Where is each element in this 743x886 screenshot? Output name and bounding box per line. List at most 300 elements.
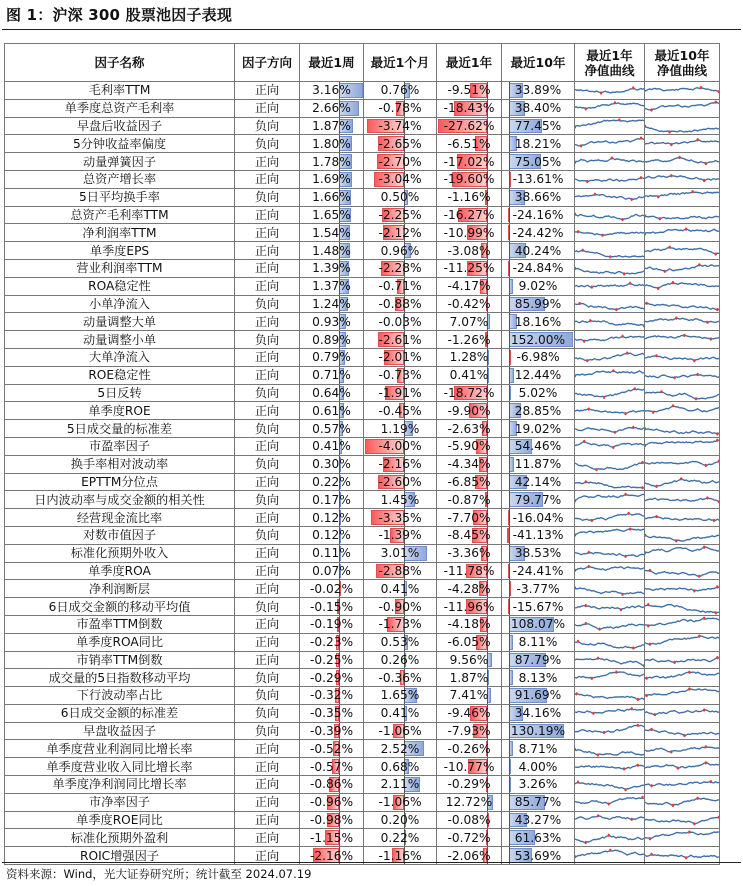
table-row <box>5 687 720 705</box>
factor-direction: 负向 <box>235 188 300 206</box>
nav-line <box>645 283 719 289</box>
return-value: 12.44% <box>514 368 562 383</box>
factor-direction: 负向 <box>235 455 300 473</box>
return-cell-y10 <box>502 277 575 295</box>
nav-line <box>645 88 719 92</box>
nav-line <box>645 689 719 696</box>
return-cell-m1 <box>364 206 437 224</box>
return-value: 3.26% <box>518 777 558 792</box>
bar-axis <box>509 349 510 366</box>
return-cell-y10 <box>502 580 575 598</box>
bar-axis <box>509 776 510 793</box>
return-cell-y10 <box>502 384 575 402</box>
return-value: -0.72% <box>447 830 491 845</box>
return-cell-y10 <box>502 402 575 420</box>
bar-axis <box>509 794 510 811</box>
return-cell-m1 <box>364 242 437 260</box>
nav-extreme-marker <box>688 830 690 833</box>
return-cell-w1 <box>300 598 364 616</box>
table-row <box>5 420 720 438</box>
return-value: -2.12% <box>378 225 422 240</box>
return-cell-w1 <box>300 402 364 420</box>
nav-extreme-marker <box>601 233 603 236</box>
nav-extreme-marker <box>597 656 599 659</box>
return-cell-m1 <box>364 331 437 349</box>
bar-axis <box>509 527 510 544</box>
nav-extreme-marker <box>710 337 712 340</box>
nav-extreme-marker <box>597 753 599 756</box>
nav-curve-10y <box>645 420 720 438</box>
return-value: 0.41% <box>449 368 489 383</box>
nav-extreme-marker <box>716 439 718 442</box>
return-cell-m1 <box>364 295 437 313</box>
return-value: -0.15% <box>309 599 354 614</box>
bar-axis <box>509 402 510 419</box>
return-cell-y1 <box>437 740 502 758</box>
nav-extreme-marker <box>688 670 690 673</box>
return-cell-y1 <box>437 82 502 100</box>
nav-line <box>575 389 644 398</box>
nav-extreme-marker <box>672 404 674 407</box>
nav-curve-10y <box>645 348 720 366</box>
return-value: 1.87% <box>449 670 489 685</box>
nav-extreme-marker <box>703 546 705 549</box>
return-value: -0.87% <box>447 492 491 507</box>
nav-extreme-marker <box>624 493 626 496</box>
bar-axis <box>509 438 510 455</box>
return-cell-m1 <box>364 153 437 171</box>
return-cell-m1 <box>364 420 437 438</box>
nav-curve-1y <box>575 811 645 829</box>
nav-curve-10y <box>645 277 720 295</box>
return-cell-y10 <box>502 811 575 829</box>
return-cell-y10 <box>502 509 575 527</box>
nav-extreme-marker <box>650 728 652 731</box>
return-cell-y1 <box>437 224 502 242</box>
factor-name: 单季度EPS <box>5 242 235 260</box>
nav-extreme-marker <box>629 282 631 285</box>
return-value: -2.63% <box>447 421 491 436</box>
return-value: 19.02% <box>514 421 562 436</box>
factor-name: ROE稳定性 <box>5 366 235 384</box>
nav-curve-10y <box>645 99 720 117</box>
return-cell-w1 <box>300 758 364 776</box>
factor-name: 单季度总资产毛利率 <box>5 99 235 117</box>
factor-name: 标准化预期外收入 <box>5 544 235 562</box>
return-value: -4.28% <box>447 581 491 596</box>
nav-extreme-marker <box>620 608 622 611</box>
return-cell-w1 <box>300 544 364 562</box>
bar-axis <box>509 491 510 508</box>
nav-line <box>645 303 719 309</box>
nav-line <box>645 375 719 378</box>
nav-curve-10y <box>645 615 720 633</box>
nav-extreme-marker <box>641 486 643 489</box>
return-value: 9.02% <box>518 279 558 294</box>
nav-line <box>575 529 644 535</box>
factor-name: 单季度ROE <box>5 402 235 420</box>
return-cell-w1 <box>300 615 364 633</box>
header-last-month: 最近1个月 <box>364 44 437 82</box>
return-value: 61.63% <box>514 830 562 845</box>
nav-extreme-marker <box>645 676 647 679</box>
return-value: -6.85% <box>447 474 491 489</box>
return-cell-w1 <box>300 722 364 740</box>
factor-name: 日内波动率与成交金额的相关性 <box>5 491 235 509</box>
nav-extreme-marker <box>611 156 613 159</box>
nav-extreme-marker <box>626 352 628 355</box>
return-cell-y10 <box>502 313 575 331</box>
nav-extreme-marker <box>621 218 623 221</box>
return-cell-m1 <box>364 526 437 544</box>
return-value: -0.42% <box>447 296 491 311</box>
bar-axis <box>509 135 510 152</box>
nav-line <box>645 782 719 786</box>
factor-direction: 正向 <box>235 544 300 562</box>
nav-line <box>575 463 644 470</box>
return-value: 130.19% <box>510 724 566 739</box>
table-row <box>5 242 720 260</box>
nav-extreme-marker <box>685 227 687 230</box>
nav-extreme-marker <box>693 359 695 362</box>
return-cell-y1 <box>437 135 502 153</box>
return-value: -3.04% <box>378 172 422 187</box>
nav-line <box>645 536 719 542</box>
nav-extreme-marker <box>608 803 610 806</box>
nav-curve-10y <box>645 544 720 562</box>
nav-extreme-marker <box>583 440 585 443</box>
return-value: 33.89% <box>514 83 562 98</box>
header-nav-10y: 最近10年 净值曲线 <box>645 44 720 82</box>
bar-axis <box>509 758 510 775</box>
return-value: 1.48% <box>312 243 351 258</box>
return-value: -0.52% <box>309 741 354 756</box>
nav-extreme-marker <box>603 731 605 734</box>
nav-curve-10y <box>645 704 720 722</box>
return-cell-m1 <box>364 704 437 722</box>
table-row <box>5 544 720 562</box>
nav-line <box>575 214 644 219</box>
nav-curve-10y <box>645 562 720 580</box>
nav-line <box>575 588 644 594</box>
return-cell-w1 <box>300 455 364 473</box>
bar-axis <box>509 687 510 704</box>
return-value: -6.51% <box>447 136 491 151</box>
return-value: -0.29% <box>447 777 491 792</box>
table-header-row <box>5 44 720 82</box>
nav-curve-10y <box>645 82 720 100</box>
return-value: 1.37% <box>312 279 351 294</box>
nav-curve-1y <box>575 509 645 527</box>
table-row <box>5 224 720 242</box>
return-cell-w1 <box>300 99 364 117</box>
nav-extreme-marker <box>703 179 705 182</box>
return-cell-m1 <box>364 82 437 100</box>
return-value: -0.45% <box>378 403 422 418</box>
return-value: 87.79% <box>514 652 562 667</box>
return-value: -10.77% <box>443 759 495 774</box>
return-value: 1.65% <box>312 207 351 222</box>
nav-curve-1y <box>575 704 645 722</box>
return-value: -24.42% <box>512 225 564 240</box>
return-value: 1.24% <box>312 296 351 311</box>
nav-extreme-marker <box>621 592 623 595</box>
nav-curve-10y <box>645 811 720 829</box>
nav-curve-1y <box>575 206 645 224</box>
return-cell-y1 <box>437 170 502 188</box>
nav-line <box>645 392 719 399</box>
return-value: -18.72% <box>443 385 495 400</box>
nav-extreme-marker <box>598 628 600 631</box>
table-row <box>5 313 720 331</box>
nav-extreme-marker <box>615 308 617 311</box>
nav-extreme-marker <box>585 107 587 110</box>
factor-direction: 正向 <box>235 562 300 580</box>
return-cell-y10 <box>502 135 575 153</box>
nav-curve-10y <box>645 295 720 313</box>
return-value: -0.88% <box>378 296 422 311</box>
return-cell-w1 <box>300 117 364 135</box>
return-cell-m1 <box>364 402 437 420</box>
bar-axis <box>509 242 510 259</box>
nav-curve-10y <box>645 135 720 153</box>
table-row <box>5 206 720 224</box>
return-value: -0.57% <box>309 759 354 774</box>
return-value: -13.61% <box>512 172 564 187</box>
nav-line <box>575 672 644 678</box>
return-value: 0.41% <box>380 706 420 721</box>
factor-name: 动量弹簧因子 <box>5 153 235 171</box>
return-cell-y1 <box>437 793 502 811</box>
nav-extreme-marker <box>609 255 611 258</box>
header-direction: 因子方向 <box>235 44 300 82</box>
return-cell-y1 <box>437 704 502 722</box>
factor-direction: 正向 <box>235 153 300 171</box>
factor-direction: 负向 <box>235 384 300 402</box>
return-value: 1.39% <box>312 261 351 276</box>
return-cell-w1 <box>300 384 364 402</box>
return-cell-w1 <box>300 348 364 366</box>
nav-line <box>645 618 719 626</box>
nav-line <box>575 371 644 376</box>
factor-direction: 负向 <box>235 295 300 313</box>
nav-line <box>575 303 644 309</box>
nav-curve-1y <box>575 170 645 188</box>
nav-curve-10y <box>645 509 720 527</box>
return-value: 0.20% <box>380 813 420 828</box>
return-value: -2.88% <box>378 563 422 578</box>
return-value: -6.98% <box>516 350 560 365</box>
return-value: -2.60% <box>378 474 422 489</box>
return-cell-y1 <box>437 188 502 206</box>
nav-extreme-marker <box>645 302 647 305</box>
return-value: -3.77% <box>516 581 560 596</box>
factor-direction: 正向 <box>235 615 300 633</box>
nav-curve-1y <box>575 526 645 544</box>
nav-extreme-marker <box>696 373 698 376</box>
return-value: -3.35% <box>378 510 422 525</box>
return-value: -0.96% <box>309 795 354 810</box>
return-cell-y1 <box>437 687 502 705</box>
nav-extreme-marker <box>634 387 636 390</box>
nav-extreme-marker <box>675 316 677 319</box>
factor-name: 6日成交金额的移动平均值 <box>5 598 235 616</box>
table-row <box>5 598 720 616</box>
nav-extreme-marker <box>577 230 579 233</box>
nav-extreme-marker <box>585 622 587 625</box>
nav-extreme-marker <box>580 144 582 147</box>
return-cell-y1 <box>437 331 502 349</box>
bar-axis <box>509 278 510 295</box>
factor-direction: 正向 <box>235 348 300 366</box>
nav-extreme-marker <box>673 376 675 379</box>
nav-extreme-marker <box>624 412 626 415</box>
return-cell-w1 <box>300 135 364 153</box>
nav-extreme-marker <box>654 713 656 716</box>
nav-line <box>575 553 644 557</box>
factor-name: 经营现金流比率 <box>5 509 235 527</box>
return-cell-y1 <box>437 598 502 616</box>
nav-extreme-marker <box>585 480 587 483</box>
factor-name: 5日平均换手率 <box>5 188 235 206</box>
nav-extreme-marker <box>641 461 643 464</box>
nav-curve-1y <box>575 188 645 206</box>
nav-line <box>575 283 644 287</box>
table-row <box>5 188 720 206</box>
bar-axis <box>509 189 510 206</box>
nav-line <box>575 566 644 570</box>
nav-line <box>645 265 719 272</box>
nav-line <box>575 725 644 732</box>
nav-extreme-marker <box>652 410 654 413</box>
return-value: -0.90% <box>378 599 422 614</box>
return-value: 0.41% <box>312 439 351 454</box>
nav-extreme-marker <box>675 540 677 543</box>
return-cell-y10 <box>502 473 575 491</box>
return-cell-y10 <box>502 455 575 473</box>
return-cell-m1 <box>364 722 437 740</box>
nav-extreme-marker <box>715 101 717 104</box>
return-value: -0.29% <box>309 670 354 685</box>
nav-extreme-marker <box>575 569 576 572</box>
return-cell-m1 <box>364 491 437 509</box>
return-cell-m1 <box>364 580 437 598</box>
return-cell-w1 <box>300 82 364 100</box>
nav-curve-1y <box>575 153 645 171</box>
nav-curve-10y <box>645 402 720 420</box>
nav-curve-10y <box>645 651 720 669</box>
factor-direction: 正向 <box>235 437 300 455</box>
bar-axis <box>509 100 510 117</box>
nav-extreme-marker <box>624 555 626 558</box>
return-value: -2.01% <box>378 350 422 365</box>
return-value: -4.18% <box>447 617 491 632</box>
return-value: 0.22% <box>380 830 420 845</box>
nav-line <box>645 157 719 163</box>
nav-curve-10y <box>645 170 720 188</box>
return-cell-w1 <box>300 687 364 705</box>
factor-direction: 正向 <box>235 82 300 100</box>
factor-name: 对数市值因子 <box>5 526 235 544</box>
return-cell-y1 <box>437 99 502 117</box>
return-cell-w1 <box>300 704 364 722</box>
nav-extreme-marker <box>623 767 625 770</box>
bar-axis <box>509 385 510 402</box>
return-value: -0.73% <box>378 368 422 383</box>
nav-line <box>575 694 644 700</box>
return-cell-y10 <box>502 366 575 384</box>
nav-line <box>645 406 719 412</box>
table-row <box>5 829 720 847</box>
return-cell-y10 <box>502 82 575 100</box>
nav-extreme-marker <box>672 281 674 284</box>
nav-extreme-marker <box>650 109 652 112</box>
nav-extreme-marker <box>715 611 717 614</box>
return-cell-y1 <box>437 366 502 384</box>
nav-curve-1y <box>575 651 645 669</box>
return-value: -0.23% <box>309 635 354 650</box>
return-value: -0.35% <box>309 706 354 721</box>
return-cell-y10 <box>502 420 575 438</box>
return-cell-m1 <box>364 224 437 242</box>
return-cell-y1 <box>437 242 502 260</box>
return-value: 0.12% <box>312 528 351 543</box>
return-cell-y1 <box>437 669 502 687</box>
return-cell-w1 <box>300 776 364 794</box>
return-value: 1.45% <box>380 492 420 507</box>
return-value: 108.07% <box>510 617 566 632</box>
return-cell-y10 <box>502 99 575 117</box>
return-cell-y1 <box>437 117 502 135</box>
nav-extreme-marker <box>705 464 707 467</box>
factor-name: EPTTM分位点 <box>5 473 235 491</box>
return-cell-m1 <box>364 188 437 206</box>
return-value: -11.96% <box>443 599 495 614</box>
nav-extreme-marker <box>577 640 579 643</box>
factor-name: 大单净流入 <box>5 348 235 366</box>
nav-curve-10y <box>645 366 720 384</box>
nav-line <box>575 409 644 414</box>
return-value: -19.60% <box>443 172 495 187</box>
nav-extreme-marker <box>647 625 649 628</box>
nav-curve-1y <box>575 669 645 687</box>
nav-extreme-marker <box>583 339 585 342</box>
footer-divider <box>2 862 741 863</box>
bar-axis <box>509 82 510 99</box>
return-cell-y1 <box>437 615 502 633</box>
return-cell-w1 <box>300 206 364 224</box>
table-row <box>5 295 720 313</box>
nav-line <box>575 816 644 820</box>
bar-axis <box>509 652 510 669</box>
return-value: 0.22% <box>312 474 351 489</box>
return-cell-m1 <box>364 811 437 829</box>
factor-name: 市销率TTM倒数 <box>5 651 235 669</box>
return-cell-y10 <box>502 437 575 455</box>
return-value: -1.06% <box>378 724 422 739</box>
return-value: -24.41% <box>512 563 564 578</box>
return-value: -0.39% <box>309 724 354 739</box>
return-cell-m1 <box>364 615 437 633</box>
return-value: 2.11% <box>380 777 420 792</box>
return-cell-w1 <box>300 651 364 669</box>
return-value: 1.54% <box>312 225 351 240</box>
nav-extreme-marker <box>600 92 602 95</box>
nav-line <box>645 192 719 197</box>
nav-extreme-marker <box>668 245 670 248</box>
table-row <box>5 170 720 188</box>
return-cell-w1 <box>300 437 364 455</box>
